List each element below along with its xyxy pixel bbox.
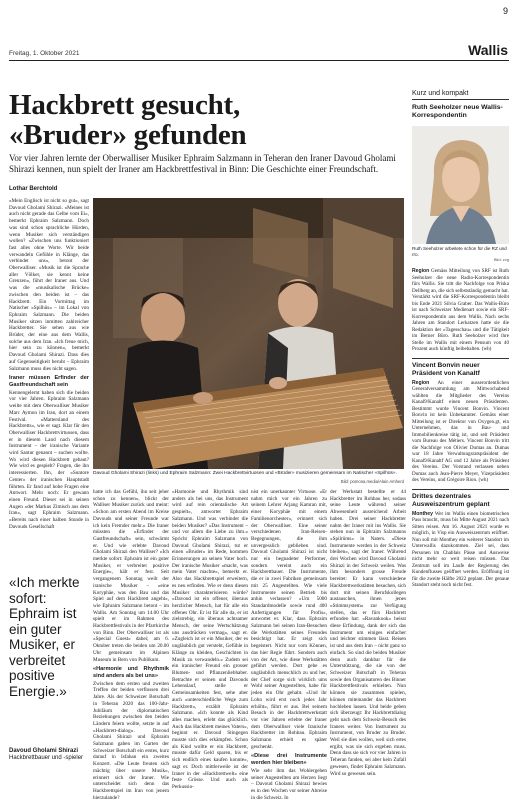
item1-region: Region [412,268,430,275]
sidebar-item-3 [412,489,509,589]
item2-credit: (wh) [478,477,489,484]
section-title: Wallis [468,42,508,58]
column-2-text: hatte ich das Gefühl, ihn seit jeher schon zu kennen», blickt der Walliser Musiker zurück und meint: «Schon am ersten Abend im Kreise Davouds und seiner Freunde war ich kein Fremder mehr.» Die Iraner müssten die «Erfinder der Gastfreundschaft» sein, schwärmt er. Und wie erlebte Davoud Gholami Shirazi den Walliser? «Ich merkte sofort: Ephraim ist ein guter Musiker, er verbreitet positive Energie», hält er fest. Seit vergangenem Sonntag weilt der iranische Musiker – «eine Koryphäe, was den Bau und das Spiel auf dem Hackbrett angeht», wie Ephraim Salzmann betont – im Wallis. Am Sonntag um 14.00 Uhr spielt er im Rahmen des Hackbrettfestivals in der Pfarrkirche von Binn. Der Oberwalliser ist als «Special Guest» dabei; am 6. Oktober treten die beiden um 20.00 Uhr gemeinsam im Alpinen Museum in Bern von Publikum. [93,489,169,663]
sidebar-headline: Ruth Seeholzer neue Wallis-Korrespondentin [412,104,503,119]
lead-paragraph: Vor vier Jahren lernte der Oberwalliser Musiker Ephraim Salzmann in Teheran den Iraner Davoud Gholami Shirazi kennen, nun spielt der Iraner am Hackbrettfestival in Binn: Die Geschichte einer Freundschaft. [9,153,396,174]
item1-text: Gemäss Mitteilung von SRF ist Ruth Seeholzer die neue Radio-Korrespondentin fürs Wallis. Sie tritt die Nachfolge von Priska Dellberg an, die sich selbstständig gemacht hat. Verstärkt wird die SRF-Korrespondentin bleibt bis Ende 2021 Silvia Graber. Das Wallis-Büro ist nach Schweizer Medienart sowie ein SRF-Korrespondentin aus dem Wallis. Nach sechs Jahren am Standort Lerkatzen hatte sie die Redaktion der «Tagesschau» und die Tätigkeit im Berner Büro. Ruth Seeholzer wird ihre Stelle im Wallis mit einem Pensum von 40 Prozent auch künftig beibehalten. [412,268,509,353]
item3-region: Monthey [412,510,433,517]
article-column-2 [93,489,169,801]
item2-text: An einer ausserordentlichen Generalversammlung am Mittwochabend wählten die Mitglieder des Vereins Kanal9/Kanaltf einen neuen Präsidenten. Bestimmt wurde Vincent Bonvin. Vincent Bonvin ist kein Unbekannter. Gemäss einer Mitteilung ist er Direktor von Oxygen.gt, ein Unternehmen, das in Bau- und Immobilienkreise tätig ist, und seit Präsident vom Bureau des Métiers. Vincent Bonvin tritt die Nachfolge von Olivier Dumas an. Dumas war 18 Jahre Verwaltungsratspräsident der Kanal9/Kanaltf AG und 12 Jahre als Präsident des Vereins. Der Vorstand verlassen neben Dumas auch Jean-Pierre Meyer, Vizepräsident des Vereins, und Grégoire Rion. [412,379,510,484]
column-1-text-b: Kennengelernt haben sich die beiden vor vier Jahren. Ephraim Salzmann weilte mit dem Oberwalliser Musiker Marc Aymon im Iran, dort an einem Festival. «Mattersland des Hackbretts», wie er sagt. Klar für den Oberwalliser Hackbrettvirtuosen, dass er in diesem Land nach diesem Instrument – der iranische Variante wird Santur genannt – suchen wollte. Wo wird diesen Hackbrett gebaut? Wie wird es gespielt? Fragen, die ihn interessierten. Ihn, der «Suntore Center» der iranischen Hauptstadt führten. Er fand auf hohe Fragen eine Antwort. Mehr noch: Er gewann einen Freund. Dieser sei in seinen Augen «der Markus Zimisch aus dem Iran», sagt Ephraim Salzmann. «Bereits nach einer halben Stunde in Davouds Gesellschaft [9,389,89,530]
quote-author-role: Hackbrettbauer und -spieler [9,755,84,761]
photo-caption: Davoud Gholami Shirazi (links) und Ephraim Salzmann: Zwei Hackbrettvirtuosen und «Brüder» musizieren gemeinsam im Natischer «Spilhüs». [93,471,397,476]
item2-body [412,380,509,484]
subhead-gastfreundschaft: Iraner müssen Erfinder der Gastfreundschaft sein [9,375,89,388]
article-column-1 [9,198,89,570]
headline-line-1: Hackbrett gesucht, [9,89,241,121]
article-column-5 [330,489,406,794]
column-5-text: der Werkstatt bestellte er 44 Hackbretter im Rohbau her, sodass seine Leute während seiner Abwesenheit ausreichend Arbeit haben. Drei seiner Hackbretter nahm der Iraner mit ins Wallis. Sie stehen nun in Ephraim Salzmanns «Spilrüms» in Naters. «Diese Instrumente werden in der Schweiz bleiben», sagt der Iraner. Während drei Wochen wird Davoud Gholami Shirazi in der Schweiz weilen. Was ihm besonders grosse Freude bereitet: Er kann verschiedene Hackbrettwerkstätten besuchen, sich dort mit seinen Berufskollegen austauschen, ihnen jenes «Stimmsystem» zur Verfügung stellen, das er fürs Hackbrett erfunden hat: «Ravankook» heisst diese Erfindung, dank der sich das Instrument um einiges einfacher und leichter stimmen lässt. Reisen ist und aus dem Iran – nicht ganz so einfach. So sind die beiden Musiker denn auch dankbar für die Unterstützung, die sie von der Schweizer Botschaft in Teheran sowie den Organisatoren des Binner Hackbrettfestivals erhielten. Nun können sie zusammen spielen, können miteinander das Hackbrett hochleben lassen. Und beide geben sich überzeugt: Ihr Hackbrettdialog geht nach dem Schweiz-Besuch des Iraners weiter. Von Instrument zu Instrument, von Bruder zu Bruder. Weil sie dies wollen, weil sich ertes ergibt, was sie sich ergeben muss. Denn dass sie sich vor vier Jahren in Teheran fanden, sei aber kein Zufall gewesen, findet Ephraim Salzmann. Wird so gewesen sein. [330,489,406,777]
pull-quote: «Ich merkte sofort: Ephraim ist ein guter Musiker, er verbreitet positive Energie.» [9,575,80,699]
sidebar-item-1 [412,268,509,353]
column-2-text-b: Zwischen dem ersten und zweiten Treffen der beiden verflossen drei Jahre. Als der Schweizer Botschaft in Teheran 2020 das 100-Jahr-Jubiläum der diplomatischen Beziehungen zwischen den beiden Ländern feiern wollte, setzte in auf «Hackbrett-dialog». Davoud Gholami Shirazi und Ephraim Salzmann gaben im Garten der Schweizer Botschaft ein erstes, kurz darauf in Isfahan ein zweites Konzert. «Die Leute freuten sich mächtig über unsere Musik», erinnert sich der Iraner. Wie unterscheidet sich denn das Hackbrettspiel im Iran von jenem hierzulande? [93,680,169,801]
column-1-text: «Mein Englisch ist nicht so gut», sagt Davoud Gholami Shirazi. «Meines ist auch nicht gerade das Gelbe vom Ei», bemerkt Ephraim Salzmann. Doch was sind schon sprachliche Hürden, wenn Musiker sich verständigen wollen? «Zwischen uns funktioniert fast alles ohne Worte. Wir beide verwandeln Gefühle in Klänge, das verbindet uns», betont der Oberwalliser. «Musik ist die Sprache aller Völker, sie kennt keine Grenzen», führt der Iraner aus. Und was die «musikalische Brücke» zwischen den beiden ist – das Hackbrett. Ein Vormittag im Natischer «Spilhüs» – im Lokal von Ephraim Salzmann. Die beiden Musiker sitzen inmitten zahlreicher Hackbretter. Sie sehen aus wie Brüder, der eine aus dem Wallis, solche aus dem Iran. «Ich freue mich, hier sein zu können», bemerkt Davoud Gholami Shirazi. Dass dies auf Gegenseitigkeit beruht – Ephraim Salzmann muss dies nicht sagen. [9,198,89,372]
column-4-text-b: Wie sehr ihm das Wohlergehen seiner Angestellten am Herzen liegt – Davoud Gholami Shirazi bewies es in den Wochen vor seiner Abreise in die Schweiz. In [251,767,327,801]
dateline: Freitag, 1. Oktober 2021 [9,50,80,57]
article-photo [93,198,404,469]
headline-line-2: «Bruder» gefunden [9,119,247,151]
subhead-harmonie: «Harmonie und Rhythmik sind anders als bei uns» [93,666,169,679]
item1-credit: (wh) [481,346,492,353]
pull-quote-author [9,748,89,762]
article-column-4 [251,489,327,801]
portrait-photo [412,126,509,244]
portrait-credit: Bild: zvg [493,257,509,263]
subhead-instrumente: «Diese drei Instrumente werden hier bleiben» [251,753,327,767]
column-3-text: «Harmonie und Rhythmik sind anders als bei uns, das Instrument wird auf rein orientalische Art gespielt», antwortet Ephraim Salzmann. Und was verbindet die beiden Musiker? «Das Instrument – und vor allem die Liebe zu ihm.» Spricht Ephraim Salzmann von Davoud Gholami Shirazi, tut er einen «Bruder» im Rede, kommen Erinnerungen an seinen Vater hoch. Der iranische Musiker «macht, was mein Vater machte», bemerkt er. Also das Hackbrettspiel erweitern, es neu erfinden. Wie er denn diesen Musiker charakterisieren würde? «Davoud ist ein offener, überaus herzlicher Mensch, hat für alle ein offenes Ohr. Er ist für alle da, er ist zielstrebig, ein überaus achtsamer Mensch, der seine Wertschätzung uns ausdrücken vermag», sagt er. «Zugleich ist er ein Musiker, der es ungläublich gut versteht, Gefühle in Klänge zu kleiden, Geschichten in Musik zu verwandeln.» Zudem sei ein iranischer Freund ein grosser Blumen- und Pflanzenliebhaber. Betrachte er seinen und Davouds Lebenslauf, stelle er Gemeinsamkeiten fest, sehe aber auch «unterschiedliche Wege zum Hackbrett», erzählt Ephraim Salzmann. «Ich konnte als Kind alles machen, erlebt das glücklich. Auch das Hackbrett meines Vaters», beginnt er. Davoud Stingegen musste sich dies erkämpfen. Schon als Kind wollte er ein Hackbrett, musste dafür Geld sparen, bis er sich endlich eines kaufen konnte», sagt er. Doch mittlerweile ist der Iraner in der «Hackbrettwelt» eine feste Grösse. Und auch als Perkussio- [172,489,248,790]
page-number: 9 [502,6,508,16]
item3-text: Wer im Wallis einen biometrischen Pass braucht, muss bis Mitte August 2021 nach Sitten reisen. Am 16. August 2021 wurde es möglich, in Visp ein Ausweiszentrum eröffnet. Nun soll mit Monthey ein weiterer Standort im Unterwallis dazukommen. Ziel sei, dass Personen im Chablais Pässe und Ausweise nicht mehr so weit reisen müssen. Das Zentrum soll im Laufe der Regierung des Kundenflusses geöffnet werden. Eröffnung ist für die zweite Hälfte 2022 geplant. Der genaue Standort steht noch nicht fest. [412,510,509,589]
portrait-caption: Ruth Seeholzer arbeitete schon für die RZ und rro. [412,246,507,257]
column-4-text: nist ein unerkannter Virtuose. «Er nahm mich vor ein Jahren zu seinem Lehrer Arjang Kamran mit, einer Koryphäe mit einem Familienorchester», erinnert sich der Oberwalliser. Eine seiner verschiedenen Iran-Reisen-Begegnungen, die ihm unvergesslich geblieben sind. Davoud Gholami Shirazi ist nicht nur ein begnadeter Performer, sondern vereint auch ein Hackbrettbauer. Die Instrumente, die er in zwei Fabriken gemeinsam mit 25 Angestellten. Wie viele Instrumente seinen Betrieb bis anhin verlassen? «Um 5000 Standardmodelle sowie rund 400 Anfertigungen für Profis», antwortet er. Klar, dass Ephraim Salzmann bei seinen Iran-Besuchen die Werkstätten seines Freundes besichtigt hat. Er zeigt sich begeistert. Nicht nur vom Können, das hier Regie führt. Sondern auch von der Art, wie diese Werkstätten geführt werden. Dort gebe es ungläublich menschlich zu und her, der Chef sorge sich wirklich ums Wohl seiner Angestellten, habe für jeden ein Ohr gehabt. «Und ihr Lohn wird erst noch jedes Jahr erhöht», führt er aus. Bei seinem Besuch in der Hackbrettwerkstatt vor vier Jahren erlebte der Iraner dem Oberwalliser viele Iranische Hackbretter im Rohbau. Ephraim Salzmann erhielt es später geschenkt. [251,489,327,750]
musicians-photo [93,198,404,469]
photo-credit: Bild: pomona.media/Alain Amherd [340,479,404,484]
item3-body [412,511,509,589]
sidebar-title: Kurz und kompakt [412,90,509,100]
byline: Lothar Berchtold [9,186,58,192]
headline [9,90,409,150]
item2-region: Region [412,379,430,386]
quote-author-name: Davoud Gholami Shirazi [9,748,79,754]
portrait-image [412,126,509,244]
item2-headline: Vincent Bonvin neuer Präsident von Kanaltf [412,361,480,377]
top-rule [9,60,509,61]
sidebar-item-2 [412,358,509,484]
article-column-3 [172,489,248,794]
item3-headline: Drittes dezentrales Ausweiszentrum geplant [412,492,490,508]
sidebar-kurz-und-kompakt [412,90,509,589]
